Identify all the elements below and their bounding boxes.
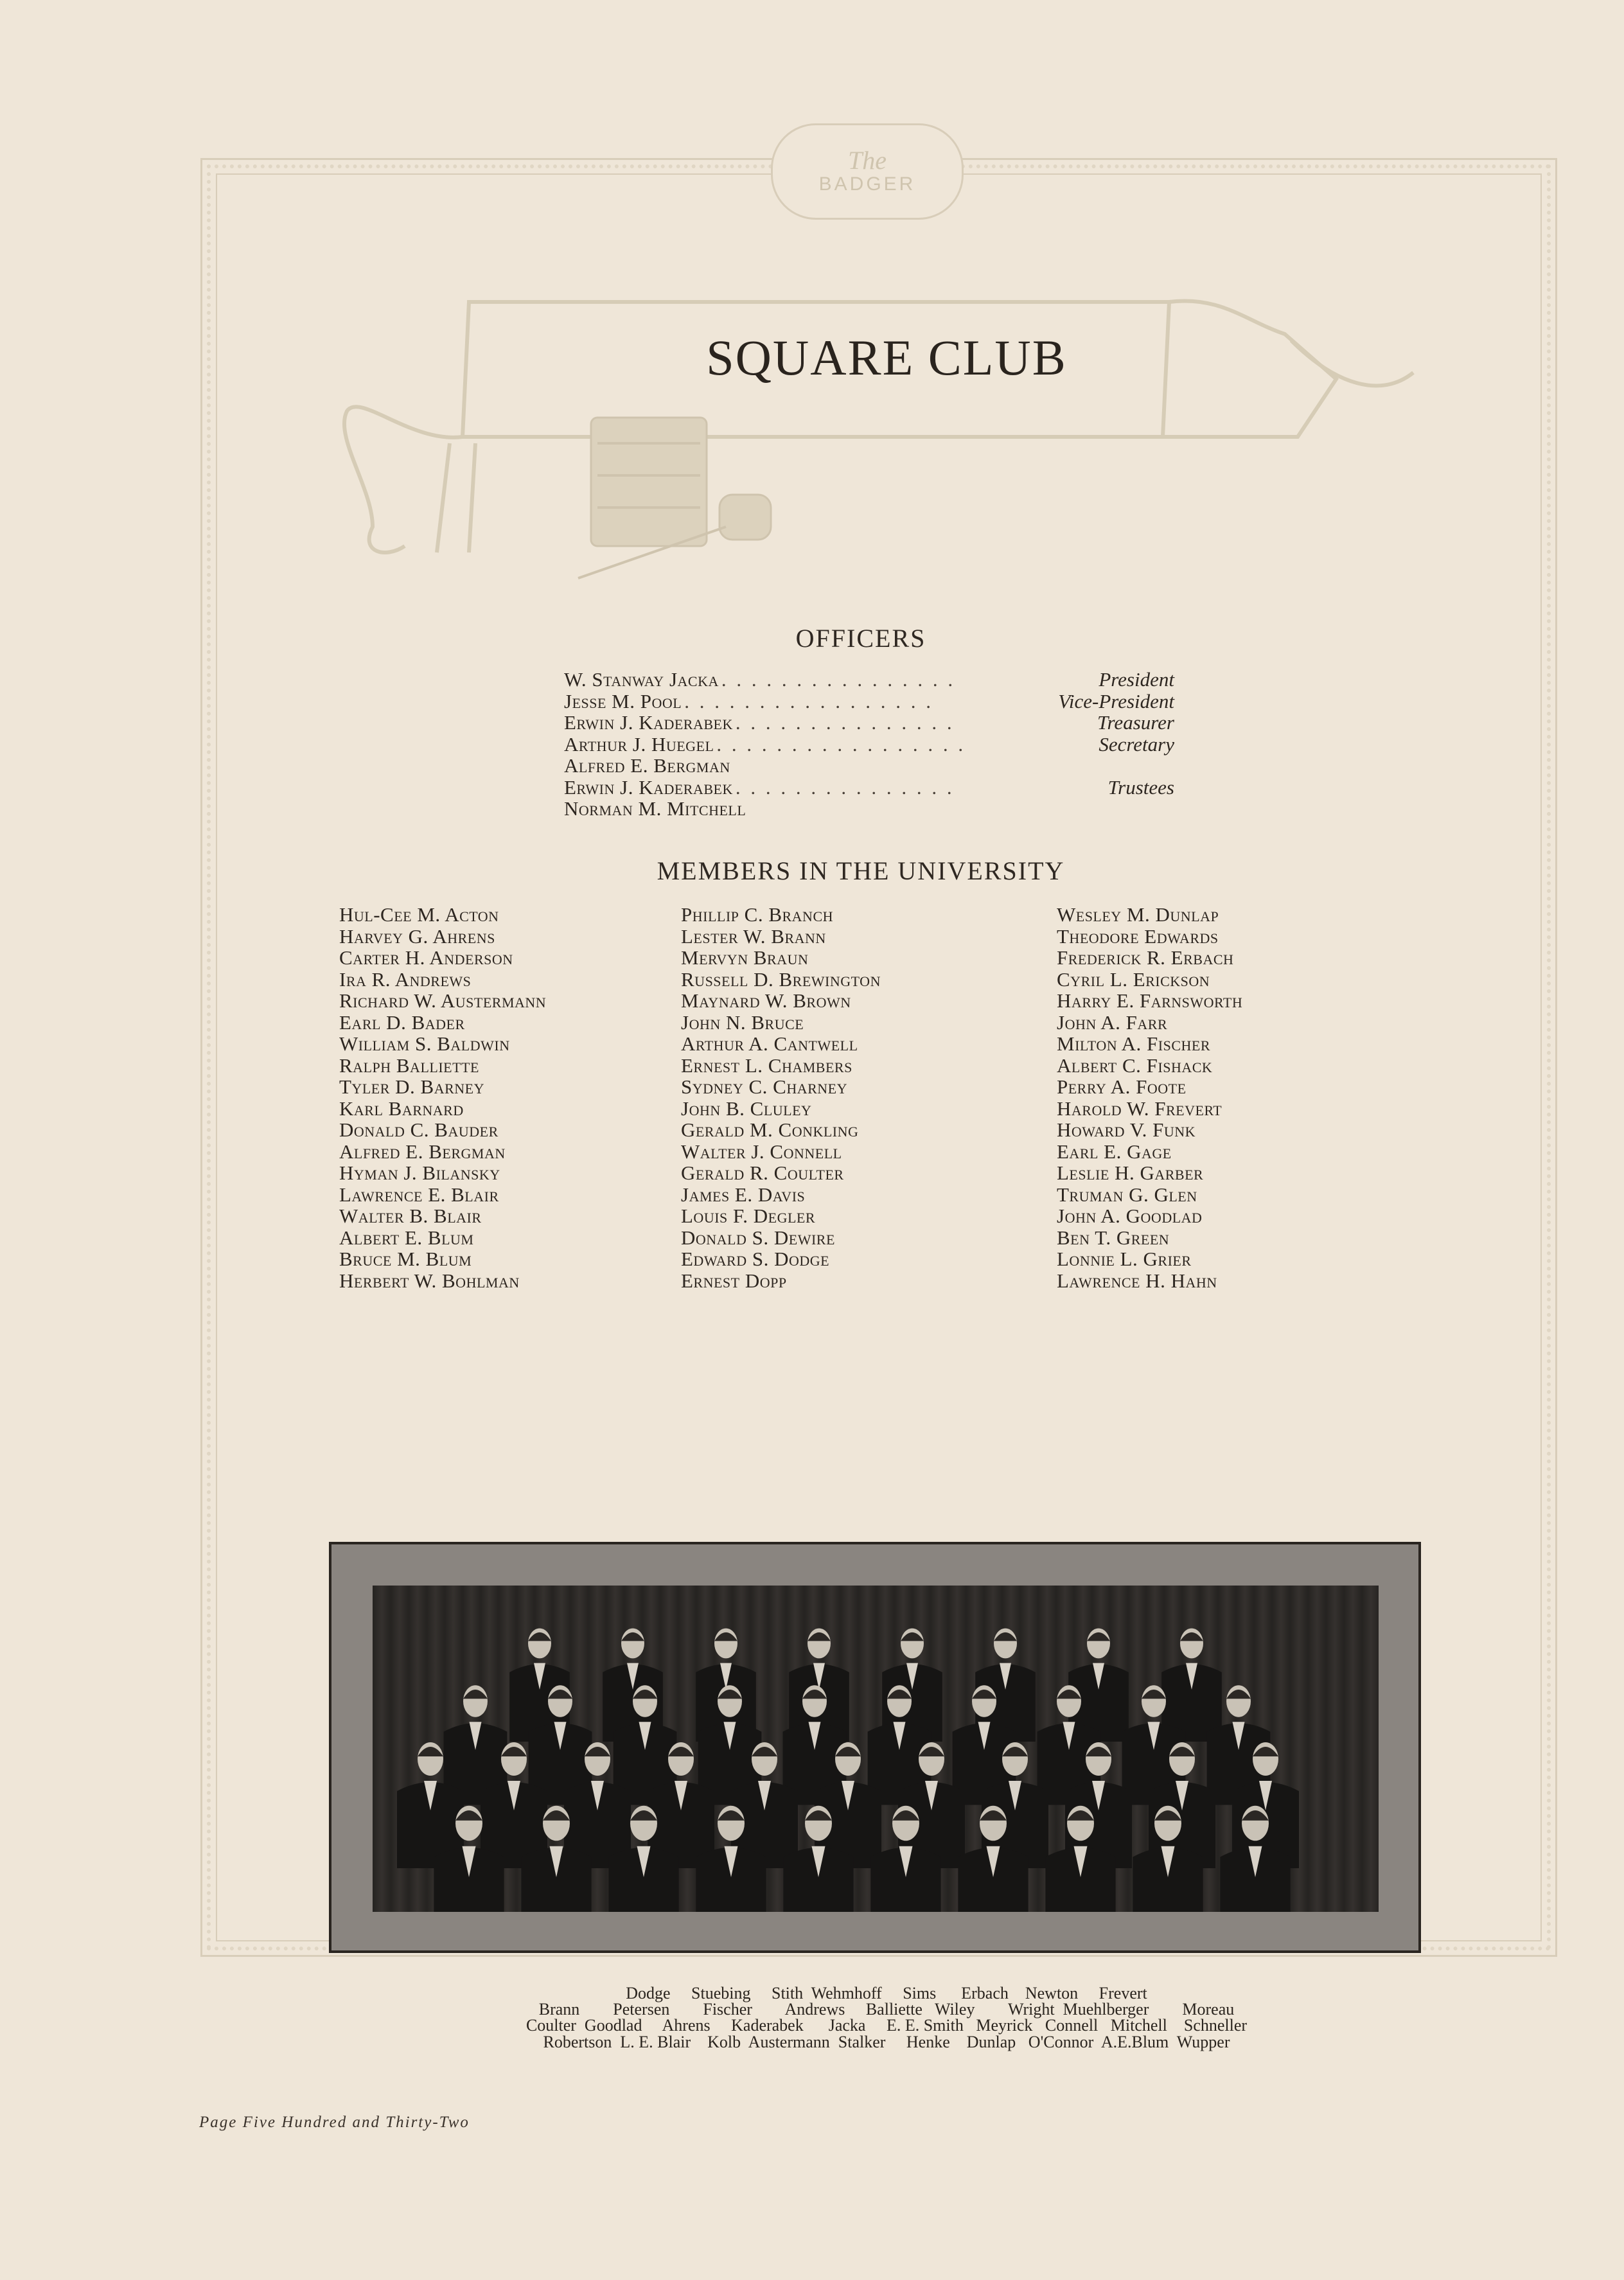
officer-row (564, 776, 1174, 798)
leader-dots: . . . . . . . . . . . . . . . . . (716, 732, 966, 756)
person-figure (1161, 1629, 1222, 1742)
member-name: Maynard W. Brown (681, 989, 851, 1012)
page-footer: Page Five Hundred and Thirty-Two (199, 2114, 470, 2131)
member-name: Walter J. Connell (681, 1140, 842, 1163)
member-name: John N. Bruce (681, 1011, 804, 1034)
member-name: John A. Goodlad (1057, 1205, 1203, 1227)
group-photo-people (373, 1586, 1379, 1912)
member-name: Ben T. Green (1057, 1226, 1170, 1249)
member-name: Herbert W. Bohlman (339, 1269, 520, 1292)
officer-row (564, 797, 1174, 819)
group-photo (373, 1586, 1379, 1912)
member-name: Bruce M. Blum (339, 1248, 472, 1270)
member-name: Lester W. Brann (681, 924, 826, 948)
member-name: Ralph Balliette (339, 1054, 479, 1077)
member-name: John A. Farr (1057, 1011, 1168, 1034)
member-name: James E. Davis (681, 1183, 806, 1206)
officer-name: Jesse M. Pool (564, 689, 682, 712)
officer-name: Erwin J. Kaderabek (564, 775, 733, 799)
member-name: William S. Baldwin (339, 1032, 510, 1055)
caption-row-1: Dodge Stuebing Stith Wehmhoff Sims Erbach Newton Frevert (626, 1984, 1147, 2002)
caption-row-4: Robertson L. E. Blair Kolb Austermann Stalker Henke Dunlap O'Connor A.E.Blum Wupper (543, 2033, 1230, 2051)
member-name: Frederick R. Erbach (1057, 946, 1234, 969)
caption-row-3: Coulter Goodlad Ahrens Kaderabek Jacka E. E. Smith Meyrick Connell Mitchell Schneller (525, 2016, 1248, 2035)
officer-row (564, 668, 1174, 690)
officer-name: Norman M. Mitchell (564, 797, 746, 820)
officer-title: Secretary (1099, 732, 1174, 756)
member-name: Gerald M. Conkling (681, 1118, 859, 1141)
member-name: Theodore Edwards (1057, 924, 1219, 948)
member-name: Cyril L. Erickson (1057, 968, 1210, 991)
officer-title: Treasurer (1097, 711, 1174, 734)
member-name: Ernest Dopp (681, 1269, 787, 1292)
member-name: Truman G. Glen (1057, 1183, 1197, 1206)
member-name: Alfred E. Bergman (339, 1140, 506, 1163)
member-name: Russell D. Brewington (681, 968, 881, 991)
member-name: Tyler D. Barney (339, 1075, 484, 1098)
member-name: Leslie H. Garber (1057, 1162, 1204, 1184)
leader-dots: . . . . . . . . . . . . . . . . (721, 668, 956, 691)
leader-dots: . . . . . . . . . . . . . . . . . (684, 689, 933, 712)
member-name: Wesley M. Dunlap (1057, 903, 1219, 926)
member-name: Edward S. Dodge (681, 1248, 830, 1270)
member-name: Walter B. Blair (339, 1205, 482, 1227)
ornament-line2: BADGER (818, 173, 916, 195)
member-name: Harold W. Frevert (1057, 1097, 1222, 1120)
page-title: SQUARE CLUB (706, 330, 1067, 385)
member-name: Phillip C. Branch (681, 903, 834, 926)
member-name: Harvey G. Ahrens (339, 924, 495, 948)
members-column-1 (339, 903, 546, 1291)
member-name: Perry A. Foote (1057, 1075, 1187, 1098)
officer-row (564, 690, 1174, 712)
member-name: Albert E. Blum (339, 1226, 474, 1249)
member-name: Richard W. Austermann (339, 989, 547, 1012)
member-name: Karl Barnard (339, 1097, 464, 1120)
member-name: Ernest L. Chambers (681, 1054, 852, 1077)
officer-name: Arthur J. Huegel (564, 732, 714, 756)
member-name: Gerald R. Coulter (681, 1162, 844, 1184)
officer-title: President (1099, 668, 1174, 691)
member-name: Lawrence H. Hahn (1057, 1269, 1217, 1292)
member-name: Ira R. Andrews (339, 968, 472, 991)
members-column-2 (681, 903, 881, 1291)
caption-row-2: Brann Petersen Fischer Andrews Balliette Wiley Wright Muehlberger Moreau (538, 2000, 1235, 2019)
officer-row (564, 754, 1174, 776)
ornament-line1: The (848, 146, 887, 175)
officers-heading: OFFICERS (795, 624, 926, 653)
member-name: Hul-Cee M. Acton (339, 903, 499, 926)
member-name: Arthur A. Cantwell (681, 1032, 858, 1055)
member-name: Carter H. Anderson (339, 946, 513, 969)
member-name: Donald S. Dewire (681, 1226, 835, 1249)
officer-row (564, 711, 1174, 733)
officer-name: Alfred E. Bergman (564, 754, 730, 777)
members-heading: MEMBERS IN THE UNIVERSITY (657, 856, 1065, 885)
member-name: John B. Cluley (681, 1097, 812, 1120)
member-name: Earl E. Gage (1057, 1140, 1172, 1163)
member-name: Milton A. Fischer (1057, 1032, 1211, 1055)
member-name: Louis F. Degler (681, 1205, 816, 1227)
members-column-3 (1057, 903, 1242, 1291)
member-name: Albert C. Fishack (1057, 1054, 1213, 1077)
member-name: Lonnie L. Grier (1057, 1248, 1192, 1270)
officer-row (564, 733, 1174, 755)
member-name: Howard V. Funk (1057, 1118, 1196, 1141)
member-name: Harry E. Farnsworth (1057, 989, 1243, 1012)
member-name: Hyman J. Bilansky (339, 1162, 500, 1184)
member-name: Lawrence E. Blair (339, 1183, 499, 1206)
officer-name: Erwin J. Kaderabek (564, 711, 733, 734)
officer-title: Vice-President (1058, 689, 1174, 712)
officer-name: W. Stanway Jacka (564, 668, 719, 691)
officers-list (564, 668, 1174, 819)
member-name: Donald C. Bauder (339, 1118, 499, 1141)
badger-ornament (771, 123, 964, 220)
leader-dots: . . . . . . . . . . . . . . . (735, 711, 955, 734)
member-name: Sydney C. Charney (681, 1075, 847, 1098)
officer-title: Trustees (1108, 775, 1174, 799)
member-name: Earl D. Bader (339, 1011, 465, 1034)
leader-dots: . . . . . . . . . . . . . . . (735, 775, 955, 799)
member-name: Mervyn Braun (681, 946, 809, 969)
